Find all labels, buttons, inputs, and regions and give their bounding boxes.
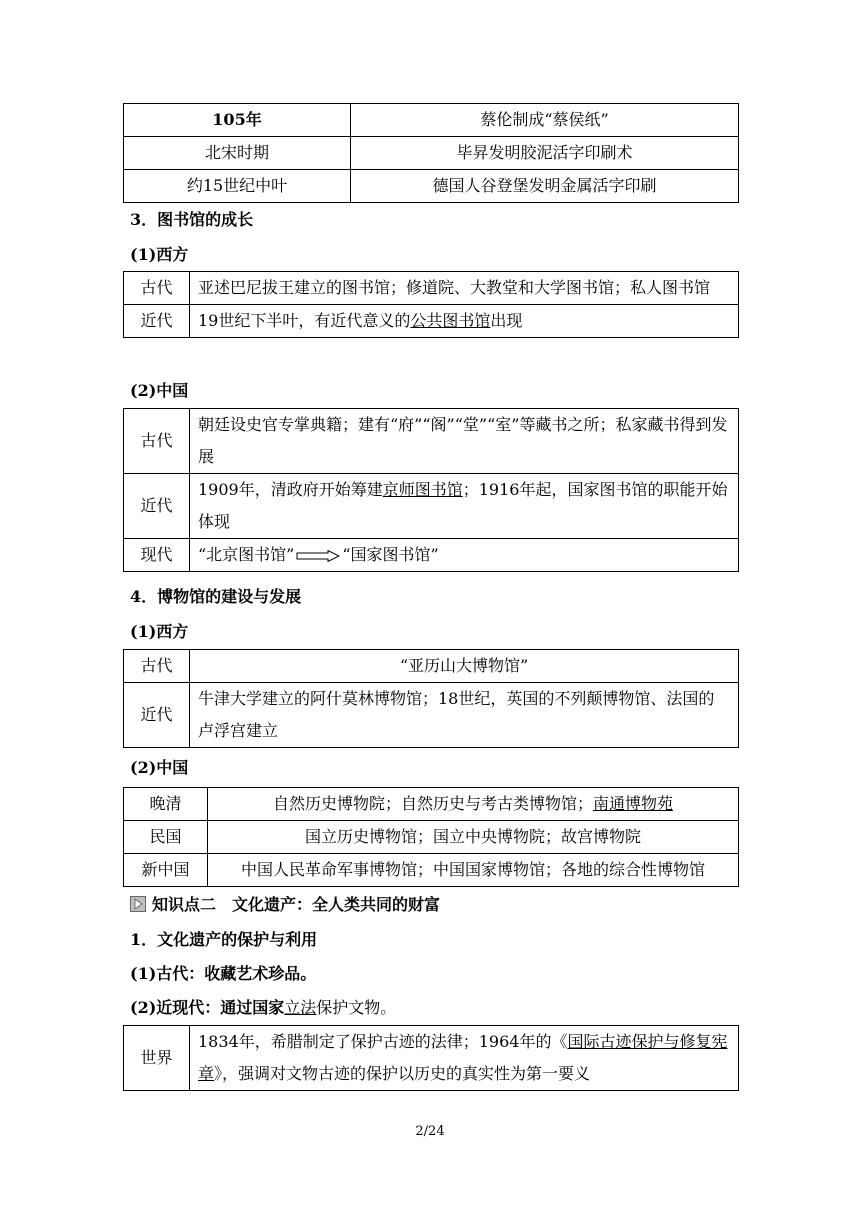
- event-cell: 蔡伦制成“蔡侯纸”: [351, 104, 739, 137]
- era-label: 民国: [124, 821, 208, 854]
- era-content: 朝廷设史官专掌典籍；建有“府”“阁”“堂”“室”等藏书之所；私家藏书得到发展: [190, 409, 739, 474]
- era-content: 牛津大学建立的阿什莫林博物馆；18世纪，英国的不列颠博物馆、法国的卢浮宫建立: [190, 683, 739, 748]
- era-content: [208, 788, 739, 821]
- era-label: 近代: [124, 474, 190, 539]
- region-content: [190, 1026, 739, 1091]
- text-segment: (2)近现代：通过国家: [130, 998, 285, 1017]
- text-segment: 出现: [490, 311, 523, 330]
- era-content: 中国人民革命军事博物馆；中国国家博物馆；各地的综合性博物馆: [208, 854, 739, 887]
- text-segment: “国家图书馆”: [342, 545, 439, 564]
- section-heading: 4．博物馆的建设与发展: [130, 587, 302, 606]
- text-segment: ；1916年起，国家图书馆的职能开始体现: [198, 480, 728, 531]
- table-row: [124, 305, 739, 338]
- era-label: 近代: [124, 305, 190, 338]
- table-row: [124, 104, 739, 137]
- world-heritage-table: [123, 1025, 739, 1091]
- text-segment: 保护文物。: [316, 998, 397, 1017]
- knowledge-point-heading: [130, 893, 440, 917]
- museum-west-table: [123, 649, 739, 748]
- table-row: [124, 854, 739, 887]
- era-label: 近代: [124, 683, 190, 748]
- table-row: [124, 821, 739, 854]
- text-segment: 自然历史博物院；自然历史与考古类博物馆；: [272, 794, 593, 813]
- underlined-term: 公共图书馆: [410, 311, 491, 330]
- section-heading: 1．文化遗产的保护与利用: [130, 930, 318, 949]
- period-cell: 105年: [124, 104, 351, 137]
- table-row: [124, 137, 739, 170]
- table-row: [124, 650, 739, 683]
- right-arrow-icon: [296, 550, 340, 562]
- table-row: [124, 1026, 739, 1091]
- event-cell: 毕昇发明胶泥活字印刷术: [351, 137, 739, 170]
- library-west-table: [123, 271, 739, 338]
- subsection-heading: (1)西方: [130, 622, 189, 641]
- paragraph: [130, 996, 396, 1020]
- text-segment: “北京图书馆”: [198, 545, 295, 564]
- underlined-term: 京师图书馆: [382, 480, 463, 499]
- period-cell: 约15世纪中叶: [124, 170, 351, 203]
- period-cell: 北宋时期: [124, 137, 351, 170]
- page-number: 2/24: [415, 1124, 445, 1139]
- era-label: 晚清: [124, 788, 208, 821]
- era-label: 古代: [124, 650, 190, 683]
- era-content: [190, 305, 739, 338]
- inventions-table: [123, 103, 739, 203]
- table-row: [124, 409, 739, 474]
- knowledge-point-title: 知识点二 文化遗产：全人类共同的财富: [152, 895, 441, 914]
- underlined-term: 南通博物苑: [593, 794, 674, 813]
- text-segment: (1)古代：收藏艺术珍品。: [130, 964, 317, 983]
- era-label: 古代: [124, 272, 190, 305]
- subsection-heading: (2)中国: [130, 381, 189, 400]
- table-row: [124, 272, 739, 305]
- era-content: [190, 474, 739, 539]
- subsection-heading: (2)中国: [130, 758, 189, 777]
- era-content: 国立历史博物馆；国立中央博物院；故宫博物院: [208, 821, 739, 854]
- text-segment: 1909年，清政府开始筹建: [198, 480, 383, 499]
- section-heading: 3．图书馆的成长: [130, 210, 254, 229]
- library-china-table: [123, 408, 739, 572]
- underlined-term: 立法: [284, 998, 317, 1017]
- play-triangle-icon: [130, 896, 146, 912]
- event-cell: 德国人谷登堡发明金属活字印刷: [351, 170, 739, 203]
- table-row: [124, 170, 739, 203]
- subsection-heading: (1)西方: [130, 245, 189, 264]
- text-segment: 》，强调对文物古迹的保护以历史的真实性为第一要义: [214, 1064, 591, 1083]
- era-label: 现代: [124, 539, 190, 572]
- text-segment: 1834年，希腊制定了保护古迹的法律；1964年的《: [198, 1032, 568, 1051]
- era-content: “亚历山大博物馆”: [190, 650, 739, 683]
- underlined-term: 国际古迹保护与修复宪章: [198, 1032, 728, 1083]
- region-label: 世界: [124, 1026, 190, 1091]
- paragraph: [130, 962, 316, 986]
- table-row: [124, 788, 739, 821]
- table-row: [124, 474, 739, 539]
- era-label: 新中国: [124, 854, 208, 887]
- table-row: [124, 539, 739, 572]
- museum-china-table: [123, 787, 739, 887]
- text-segment: 19世纪下半叶，有近代意义的: [198, 311, 411, 330]
- era-content: [190, 539, 739, 572]
- table-row: [124, 683, 739, 748]
- era-content: 亚述巴尼拔王建立的图书馆；修道院、大教堂和大学图书馆；私人图书馆: [190, 272, 739, 305]
- era-label: 古代: [124, 409, 190, 474]
